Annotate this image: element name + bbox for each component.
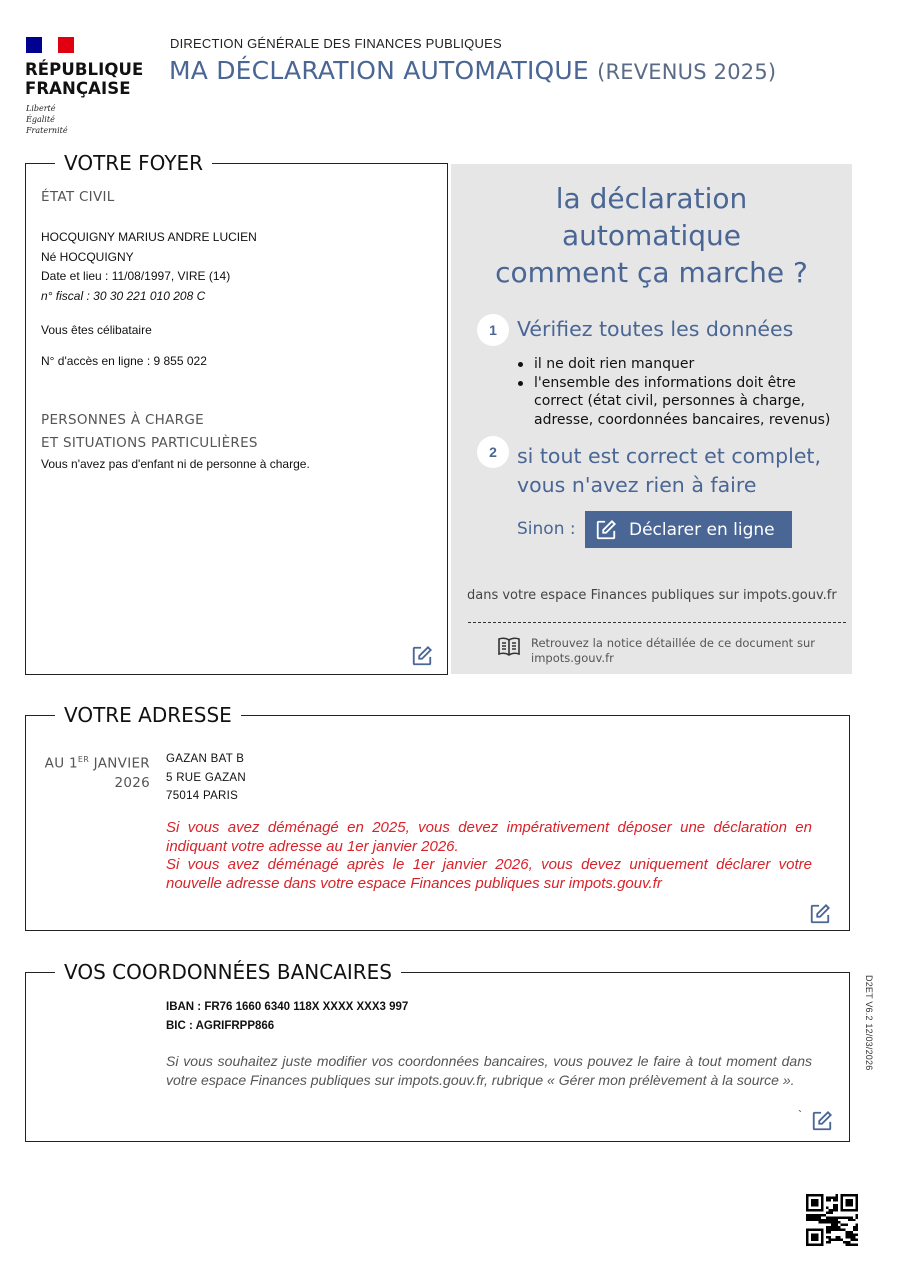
step-2-title [517,442,821,500]
notice-text: Retrouvez la notice détaillée de ce document sur impots.gouv.fr [531,636,815,665]
info-title-line2: automatique [562,219,741,252]
info-title-line3: comment ça marche ? [495,256,808,289]
banque-legend: VOS COORDONNÉES BANCAIRES [55,960,401,984]
motto-fraternite: Fraternité [26,126,68,135]
date-label-suffix: JANVIER [89,755,150,772]
moving-warning-1: Si vous avez déménagé en 2025, vous devez impérativement déposer une déclaration en indiquant votre adresse au 1er janvier 2026. [166,819,812,855]
dependents-label [41,409,258,455]
birth-name: Né HOCQUIGNY [41,249,134,264]
fiscal-number: n° fiscal : 30 30 221 010 208 C [41,288,206,303]
taxpayer-name: HOCQUIGNY MARIUS ANDRE LUCIEN [41,230,257,244]
bullet-item-2: l'ensemble des informations doit être correct (état civil, personnes à charge, adresse, coordonnées bancaires, revenus) [517,374,849,430]
motto-liberte: Liberté [26,104,56,113]
bic: BIC : AGRIFRPP866 [166,1020,275,1032]
foyer-legend: VOTRE FOYER [55,151,212,175]
step-2-line2: vous n'avez rien à faire [517,473,757,497]
book-icon [497,636,521,663]
espace-text: dans votre espace Finances publiques sur impots.gouv.fr [467,588,837,603]
dependents-text: Vous n'avez pas d'enfant ni de personne à charge. [41,457,310,471]
etat-civil-label: ÉTAT CIVIL [41,189,115,205]
address-line-3: 75014 PARIS [166,790,239,802]
dependents-label-line2: ET SITUATIONS PARTICULIÈRES [41,435,258,451]
marital-status: Vous êtes célibataire [41,323,152,337]
agency-name: DIRECTION GÉNÉRALE DES FINANCES PUBLIQUES [170,36,502,51]
adresse-legend: VOTRE ADRESSE [55,703,241,727]
date-label-prefix: AU 1 [44,755,78,772]
date-label-sup: ER [77,755,90,764]
declare-online-label: Déclarer en ligne [629,519,775,540]
edit-address-button[interactable] [809,903,831,930]
moving-warning-2: Si vous avez déménagé après le 1er janvier 2026, vous devez uniquement déclarer votre nouvelle adresse dans votre espace Finances publiques sur impots.gouv.fr [166,856,812,892]
edit-icon [595,519,617,541]
sinon-label: Sinon : [517,519,576,539]
info-title-line1: la déclaration [555,182,748,215]
french-flag-logo [26,37,74,53]
edit-icon [411,645,433,667]
document-version-code: D2ET V6.2 12/03/2026 [864,975,874,1071]
step-1-title: Vérifiez toutes les données [517,317,794,341]
stray-mark: ` [798,1108,802,1122]
step-2-badge: 2 [477,436,509,468]
motto [26,103,68,136]
address-date-label [36,750,150,793]
online-access-number: N° d'accès en ligne : 9 855 022 [41,354,207,368]
date-label-year: 2026 [114,774,150,791]
address-line-2: 5 RUE GAZAN [166,771,246,784]
step-2-line1: si tout est correct et complet, [517,444,821,468]
page-title-year: (REVENUS 2025) [597,60,777,84]
step-1-bullets [517,355,849,429]
qr-code [806,1194,858,1246]
page-title [169,56,776,85]
republic-line-2: FRANÇAISE [25,79,131,98]
edit-bank-button[interactable] [811,1110,833,1137]
bank-note: Si vous souhaitez juste modifier vos coordonnées bancaires, vous pouvez le faire à tout moment dans votre espace Finances publiques sur impots.gouv.fr, rubrique « Gérer mon prélèvement à la source ». [166,1053,812,1088]
moving-warning [166,819,812,893]
edit-foyer-button[interactable] [411,645,433,672]
civil-status-block [41,228,257,306]
step-1-badge: 1 [477,314,509,346]
edit-icon [809,903,831,925]
republique-francaise-logo [25,60,143,98]
republic-line-1: RÉPUBLIQUE [25,60,144,79]
iban: IBAN : FR76 1660 6340 118X XXXX XXX3 997 [166,1001,409,1013]
bullet-item-1: il ne doit rien manquer [517,355,849,374]
declare-online-button[interactable] [585,511,792,548]
info-panel-title [451,180,852,291]
bank-details [166,998,408,1036]
birth-date-place: Date et lieu : 11/08/1997, VIRE (14) [41,269,231,283]
address-block [166,750,246,806]
motto-egalite: Égalité [26,115,55,124]
page-title-main: MA DÉCLARATION AUTOMATIQUE [169,56,589,85]
dependents-label-line1: PERSONNES À CHARGE [41,412,204,428]
edit-icon [811,1110,833,1132]
dashed-divider [468,622,846,623]
address-line-1: GAZAN BAT B [166,753,245,765]
